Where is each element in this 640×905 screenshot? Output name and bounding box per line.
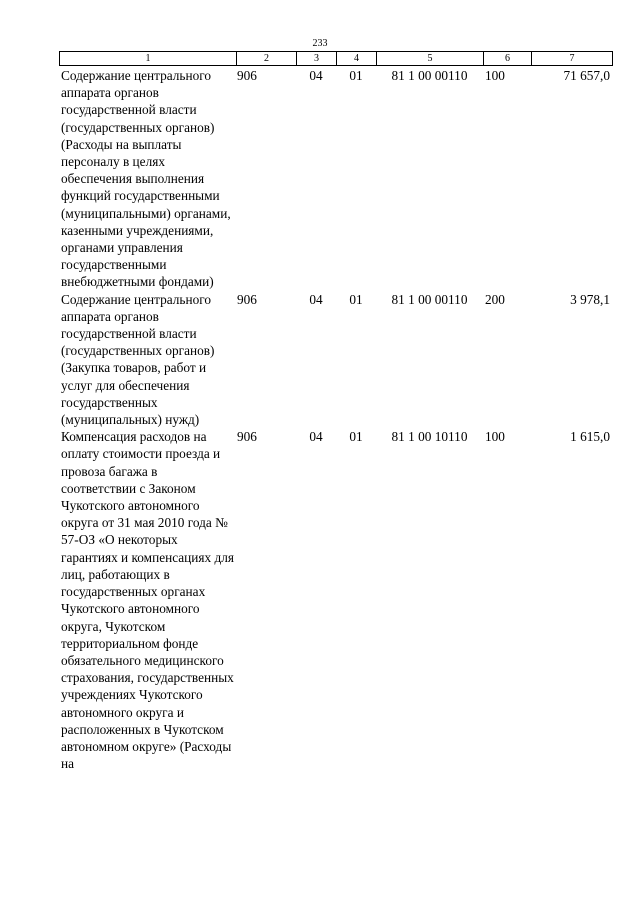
- column-header-table: [59, 51, 613, 66]
- row-amount: 3 978,1: [570, 291, 610, 307]
- column-number-3: 3: [297, 52, 337, 66]
- row-code: 906: [237, 68, 257, 83]
- table-row: [59, 67, 612, 291]
- column-number-6: 6: [484, 52, 532, 66]
- row-subsection: 01: [349, 291, 363, 307]
- column-number-1: 1: [60, 52, 237, 66]
- row-subsection: 01: [349, 68, 363, 83]
- row-code: 906: [237, 429, 257, 445]
- table-row: [59, 291, 612, 429]
- row-code: 906: [237, 291, 257, 307]
- row-name: Содержание центрального аппарата органов государственной власти (государственных органов) (Расходы на выплаты персоналу в целях обеспечения выполнения функций государственными (муниципальными) органами, казенными учреждениями, органами управления государственными внебюджетными фондами): [61, 68, 231, 290]
- row-target: 81 1 00 00110: [391, 68, 468, 83]
- row-amount: 1 615,0: [570, 429, 610, 445]
- budget-table: [59, 67, 612, 772]
- column-number-7: 7: [532, 52, 613, 66]
- row-name: Компенсация расходов на оплату стоимости проезда и провоза багажа в соответствии с Законом Чукотского автономного округа от 31 мая 2010 года № 57-ОЗ «О некоторых гарантиях и компенсациях для лиц, работающих в государственных органах Чукотского автономного округа, Чукотском территориальном фонде обязательного медицинского страхования, государственных учреждениях Чукотского автономного округа и расположенных в Чукотском автономном округе» (Расходы на: [61, 429, 235, 772]
- row-subsection: 01: [349, 429, 363, 445]
- row-section: 04: [309, 68, 323, 83]
- column-number-4: 4: [337, 52, 377, 66]
- row-expense-type: 100: [485, 429, 505, 445]
- column-number-2: 2: [237, 52, 297, 66]
- column-number-5: 5: [377, 52, 484, 66]
- row-section: 04: [309, 429, 323, 445]
- row-expense-type: 100: [485, 68, 505, 83]
- row-expense-type: 200: [485, 291, 505, 307]
- page-number: 233: [312, 38, 328, 49]
- table-row: [59, 428, 612, 772]
- row-target: 81 1 00 10110: [391, 429, 468, 445]
- row-target: 81 1 00 00110: [391, 291, 468, 307]
- row-section: 04: [309, 291, 323, 307]
- row-amount: 71 657,0: [563, 68, 610, 83]
- column-number-row: [60, 52, 613, 66]
- row-name: Содержание центрального аппарата органов государственной власти (государственных органов) (Закупка товаров, работ и услуг для обеспечения государственных (муниципальных) нужд): [61, 291, 215, 428]
